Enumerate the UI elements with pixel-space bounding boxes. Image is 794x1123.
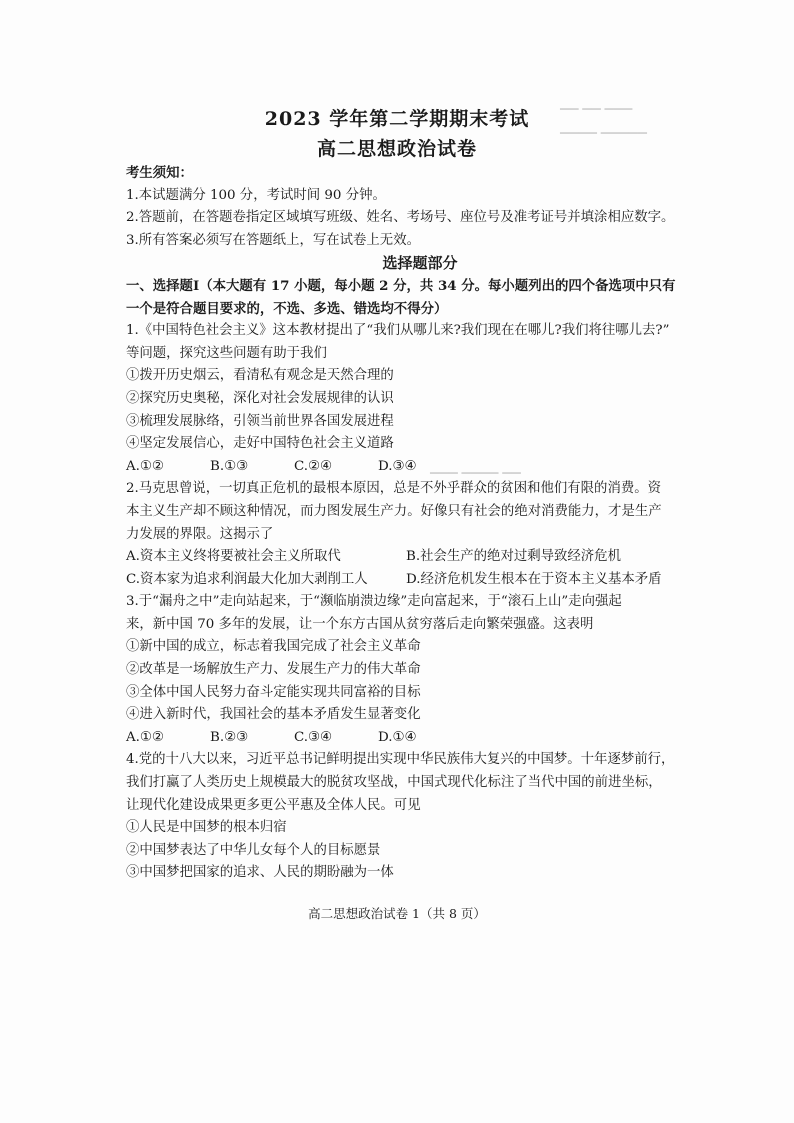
question-2-options-row (126, 569, 694, 592)
option-a: A.①② (126, 458, 164, 474)
question-1-item: ④坚定发展信心，走好中国特色社会主义道路 (126, 436, 394, 452)
question-3-item: ③全体中国人民努力奋斗定能实现共同富裕的目标 (126, 684, 421, 700)
notice-item: 2.答题前，在答题卷指定区域填写班级、姓名、考场号、座位号及准考证号并填涂相应数字。 (126, 210, 675, 226)
exam-content (126, 162, 694, 885)
question-3-stem: 来，新中国 70 多年的发展，让一个东方古国从贫穷落后走向繁荣强盛。这表明 (126, 616, 594, 632)
question-1-item: ②探究历史奥秘，深化对社会发展规律的认识 (126, 390, 394, 406)
part-heading: 一个是符合题目要求的，不选、多选、错选均不得分） (126, 300, 448, 317)
notice-item: 1.本试题满分 100 分，考试时间 90 分钟。 (126, 187, 386, 203)
option-d: D.经济危机发生根本在于资本主义基本矛盾 (406, 571, 662, 587)
question-4-item: ③中国梦把国家的追求、人民的期盼融为一体 (126, 865, 394, 881)
question-3-item: ④进入新时代，我国社会的基本矛盾发生显著变化 (126, 707, 421, 723)
notice-item: 3.所有答案必须写在答题纸上，写在试卷上无效。 (126, 232, 420, 248)
question-2-stem: 本主义生产却不顾这种情况，而力图发展生产力。好像只有社会的绝对消费能力，才是生产 (126, 503, 662, 519)
question-4-item: ①人民是中国梦的根本归宿 (126, 820, 287, 836)
page-footer: 高二思想政治试卷 1（共 8 页） (308, 906, 486, 921)
option-a: A.资本主义终将要被社会主义所取代 (126, 549, 341, 565)
question-1-options (126, 456, 694, 479)
option-b: B.①③ (210, 458, 249, 474)
bleed-through-mark: ▁▁▁ ▁▁▁▁ ▁▁ (430, 460, 521, 474)
question-1-stem: 1.《中国特色社会主义》这本教材提出了“我们从哪儿来?我们现在在哪儿?我们将往哪儿去?” (126, 323, 670, 339)
question-4-item: ②中国梦表达了中华儿女每个人的目标愿景 (126, 842, 381, 858)
question-3-item: ①新中国的成立，标志着我国完成了社会主义革命 (126, 639, 421, 655)
question-4-stem: 4.党的十八大以来，习近平总书记鲜明提出实现中华民族伟大复兴的中国梦。十年逐梦前行， (126, 752, 675, 768)
question-3-stem: 3.于“漏舟之中”走向站起来，于“濒临崩溃边缘”走向富起来，于“滚石上山”走向强起 (126, 594, 622, 610)
option-c: C.资本家为追求利润最大化加大剥削工人 (126, 571, 368, 587)
option-d: D.①④ (378, 729, 417, 745)
option-b: B.社会生产的绝对过剩导致经济危机 (406, 549, 621, 565)
question-1-stem: 等问题，探究这些问题有助于我们 (126, 345, 327, 361)
question-1-item: ③梳理发展脉络，引领当前世界各国发展进程 (126, 413, 394, 429)
bleed-through-mark: ▁▁ ▁▁ ▁▁▁ (560, 96, 633, 110)
question-2-options-row (126, 546, 694, 569)
exam-title: 2023 学年第二学期期末考试 (264, 108, 530, 130)
exam-subtitle: 高二思想政治试卷 (316, 138, 477, 160)
option-b: B.②③ (210, 729, 249, 745)
part-heading: 一、选择题Ⅰ（本大题有 17 小题，每小题 2 分，共 34 分。每小题列出的四个备选项中只有 (126, 277, 676, 294)
question-2-stem: 2.马克思曾说，一切真正危机的最根本原因，总是不外乎群众的贫困和他们有限的消费。资 (126, 481, 662, 497)
notice-heading: 考生须知： (126, 165, 193, 181)
section-title: 选择题部分 (382, 254, 458, 273)
question-4-stem: 我们打赢了人类历史上规模最大的脱贫攻坚战，中国式现代化标注了当代中国的前进坐标， (126, 775, 662, 791)
question-1-item: ①拨开历史烟云，看清私有观念是天然合理的 (126, 368, 394, 384)
bleed-through-mark: ▁▁▁▁ ▁▁▁▁▁ (560, 120, 647, 134)
option-d: D.③④ (378, 458, 417, 474)
question-3-item: ②改革是一场解放生产力、发展生产力的伟大革命 (126, 662, 421, 678)
option-c: C.③④ (294, 729, 333, 745)
option-c: C.②④ (294, 458, 333, 474)
question-2-stem: 力发展的界限。这揭示了 (126, 526, 274, 542)
question-4-stem: 让现代化建设成果更多更公平惠及全体人民。可见 (126, 797, 421, 813)
option-a: A.①② (126, 729, 164, 745)
question-3-options (126, 727, 694, 750)
